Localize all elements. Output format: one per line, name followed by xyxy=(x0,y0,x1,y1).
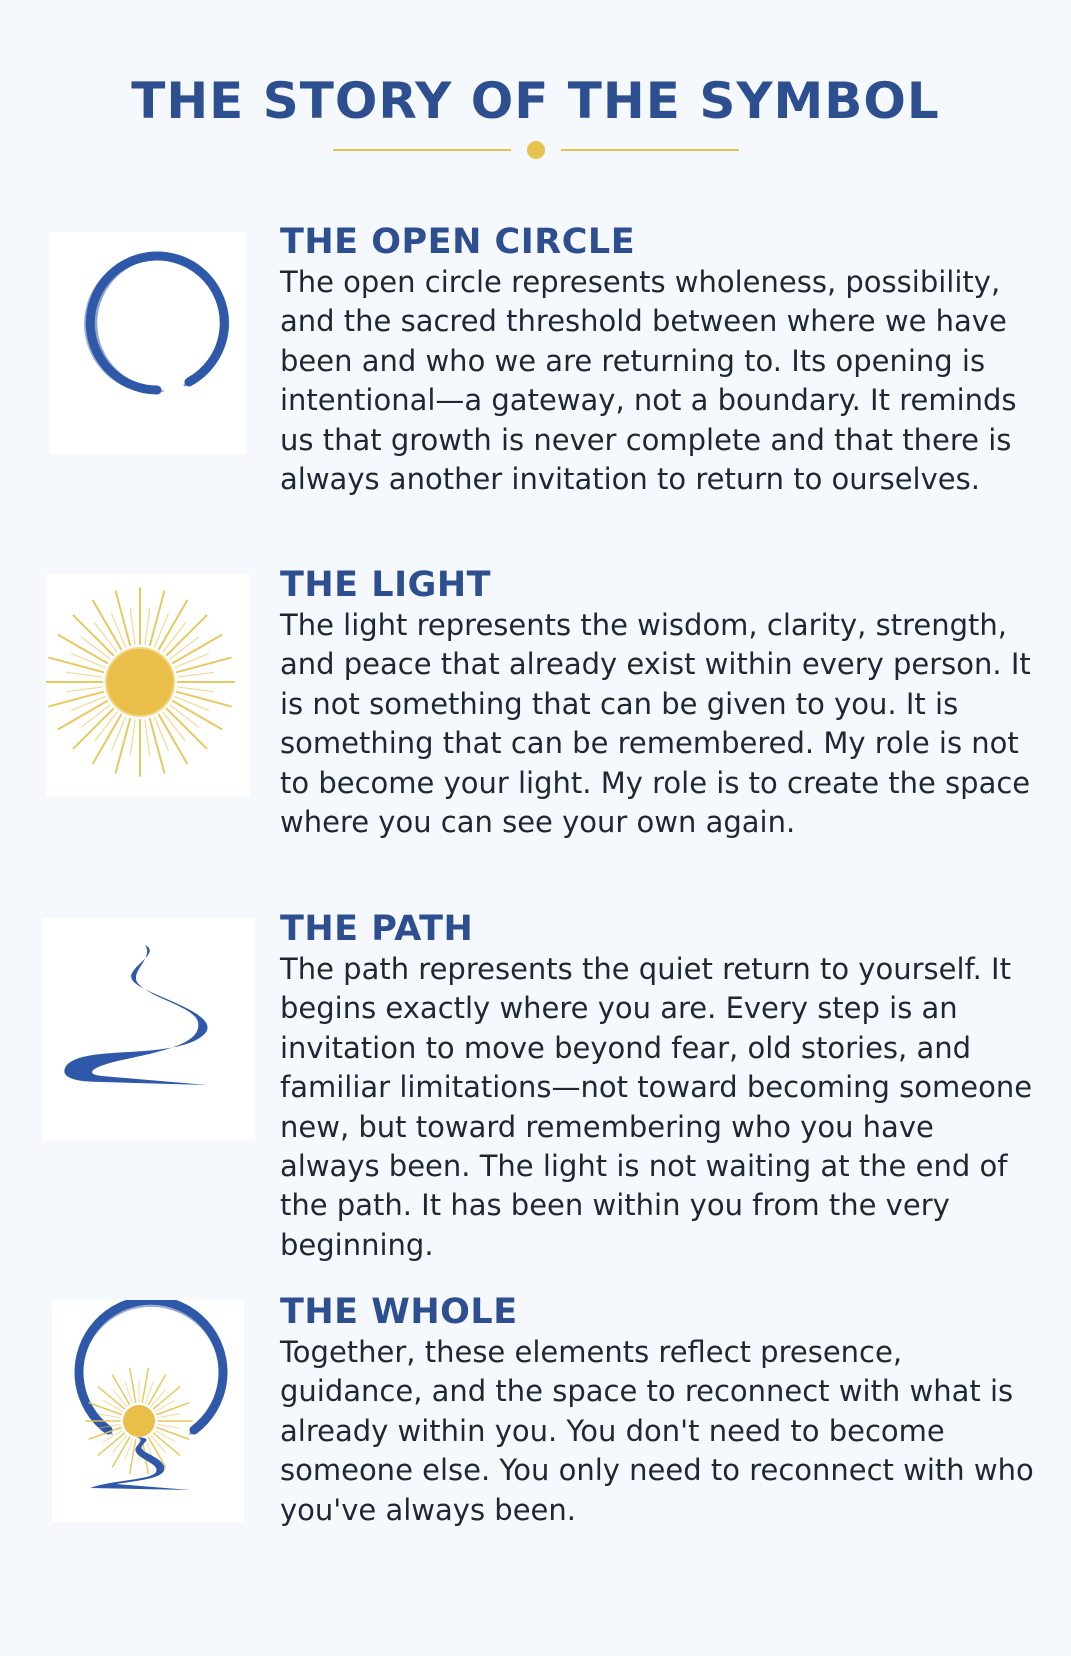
section-heading: THE WHOLE xyxy=(280,1292,518,1332)
whole-symbol-icon xyxy=(52,1300,244,1522)
section-body: The path represents the quiet return to yourself. It begins exactly where you are. Every step is an invitation to move beyond fear, old stories, and familiar limitations—not toward becoming someone new, but toward remembering who you have always been. The light is not waiting at the end of the path. It has been within you from the very beginning. xyxy=(280,952,1033,1262)
page-title: THE STORY OF THE SYMBOL xyxy=(131,72,940,130)
section-body: Together, these elements reflect presence, guidance, and the space to reconnect with what is already within you. You don't need to become someone else. You only need to reconnect with who you've always been. xyxy=(280,1335,1034,1527)
title-divider xyxy=(333,138,739,162)
section-body: The light represents the wisdom, clarity, strength, and peace that already exist within every person. It is not something that can be given to you. It is something that can be remembered. My role is not to become your light. My role is to create the space where you can see your own again. xyxy=(280,608,1031,840)
divider-dot xyxy=(527,141,545,159)
sun-icon xyxy=(46,574,250,797)
divider-line-right xyxy=(561,149,739,151)
section-body: The open circle represents wholeness, possibility, and the sacred threshold between where we have been and who we are returning to. Its opening is intentional—a gateway, not a boundary. It reminds us that growth is never complete and that there is always another invitation to return to ourselves. xyxy=(280,265,1017,497)
path-icon xyxy=(42,918,255,1140)
open-circle-icon xyxy=(49,232,246,454)
divider-line-left xyxy=(333,149,511,151)
section-heading: THE PATH xyxy=(280,909,474,949)
section-heading: THE OPEN CIRCLE xyxy=(280,222,636,262)
section-heading: THE LIGHT xyxy=(280,565,491,605)
